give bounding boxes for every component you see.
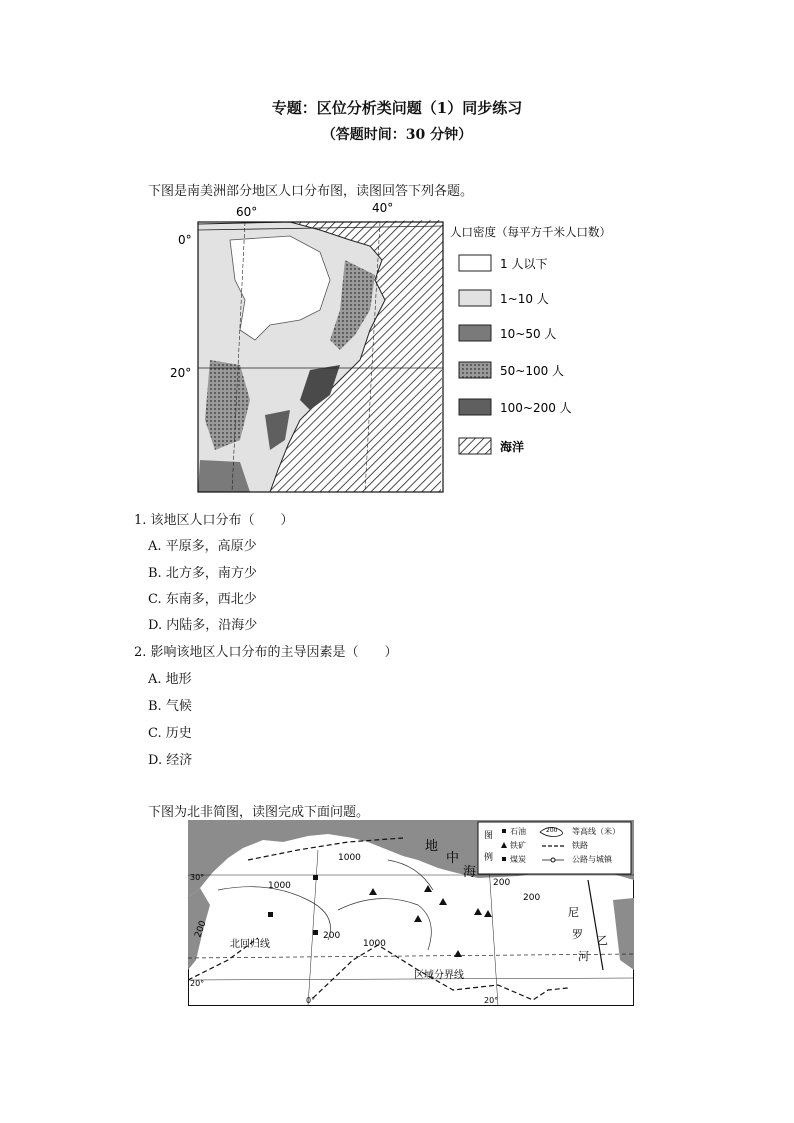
legend-item-label: 1 人以下 [500, 257, 548, 271]
sea-char-3: 海 [463, 865, 477, 880]
contour-label: 200 [523, 893, 541, 903]
question-1-option-d[interactable]: D. 内陆多，沿海少 [148, 618, 258, 633]
legend-railway: 铁路 [572, 841, 588, 850]
map-body [198, 220, 443, 492]
marker-yi: 乙 [597, 934, 608, 947]
sea-char-1: 地 [425, 839, 439, 854]
legend-contour: 等高线（米） [572, 827, 620, 836]
page-title: 专题：区位分析类问题（1）同步练习 [271, 99, 523, 117]
contour-label: 1000 [268, 881, 291, 891]
lon-label-20: 20° [484, 996, 499, 1005]
contour-label: 200 [323, 931, 341, 941]
section1-intro: 下图是南美洲部分地区人口分布图，读图回答下列各题。 [148, 184, 474, 199]
lon-label-60: 60° [236, 205, 258, 219]
question-1-option-a[interactable]: A. 平原多，高原少 [148, 539, 257, 554]
question-1-option-c[interactable]: C. 东南多，西北少 [148, 592, 257, 607]
section2-intro: 下图为北非简图，读图完成下面问题。 [148, 805, 370, 820]
nile-char-3: 河 [578, 950, 589, 963]
tropic-label: 北回归线 [230, 939, 270, 950]
contour-label: 1000 [338, 853, 361, 863]
lon-label-0: 0° [306, 996, 316, 1005]
legend-road-city: 公路与城镇 [572, 855, 612, 864]
contour-label: 200 [493, 878, 511, 888]
legend-side-char: 例 [484, 853, 494, 863]
legend-item-label: 50~100 人 [500, 364, 565, 378]
boundary-label: 区域分界线 [414, 970, 464, 981]
legend-iron: 铁矿 [510, 841, 526, 850]
lat-label-20: 20° [190, 979, 205, 988]
lat-label-20: 20° [170, 366, 192, 380]
contour-label: 1000 [363, 939, 386, 949]
question-2-option-b[interactable]: B. 气候 [148, 699, 192, 714]
question-2-stem: 2. 影响该地区人口分布的主导因素是（ ） [134, 645, 398, 660]
lat-label-30: 30° [190, 873, 205, 882]
question-2-option-c[interactable]: C. 历史 [148, 726, 192, 741]
legend-item-label: 100~200 人 [500, 401, 572, 415]
legend-coal: 煤炭 [510, 855, 526, 864]
north-africa-legend [478, 822, 631, 874]
question-2-option-d[interactable]: D. 经济 [148, 753, 193, 768]
contour-label: 200 [193, 919, 209, 940]
legend-item-label: 10~50 人 [500, 327, 557, 341]
question-1-option-b[interactable]: B. 北方多，南方少 [148, 566, 257, 581]
question-1-stem: 1. 该地区人口分布（ ） [134, 513, 294, 528]
north-africa-map [188, 820, 634, 1006]
legend-side-char: 图 [484, 831, 494, 841]
legend-item-label: 1~10 人 [500, 292, 549, 306]
lon-label-40: 40° [372, 201, 394, 215]
legend-oil: 石油 [510, 827, 526, 836]
population-legend [450, 225, 611, 454]
sea-char-2: 中 [446, 851, 460, 866]
page-subtitle: （答题时间：30 分钟） [321, 127, 473, 143]
question-2-option-a[interactable]: A. 地形 [148, 672, 192, 687]
legend-item-label: 海洋 [500, 440, 525, 454]
nile-char-2: 罗 [572, 928, 583, 941]
legend-contour-value: 200 [546, 827, 558, 834]
south-america-population-map [170, 200, 650, 495]
legend-title: 人口密度（每平方千米人口数） [450, 225, 611, 239]
lat-label-0: 0° [178, 233, 192, 247]
nile-char-1: 尼 [568, 906, 579, 919]
